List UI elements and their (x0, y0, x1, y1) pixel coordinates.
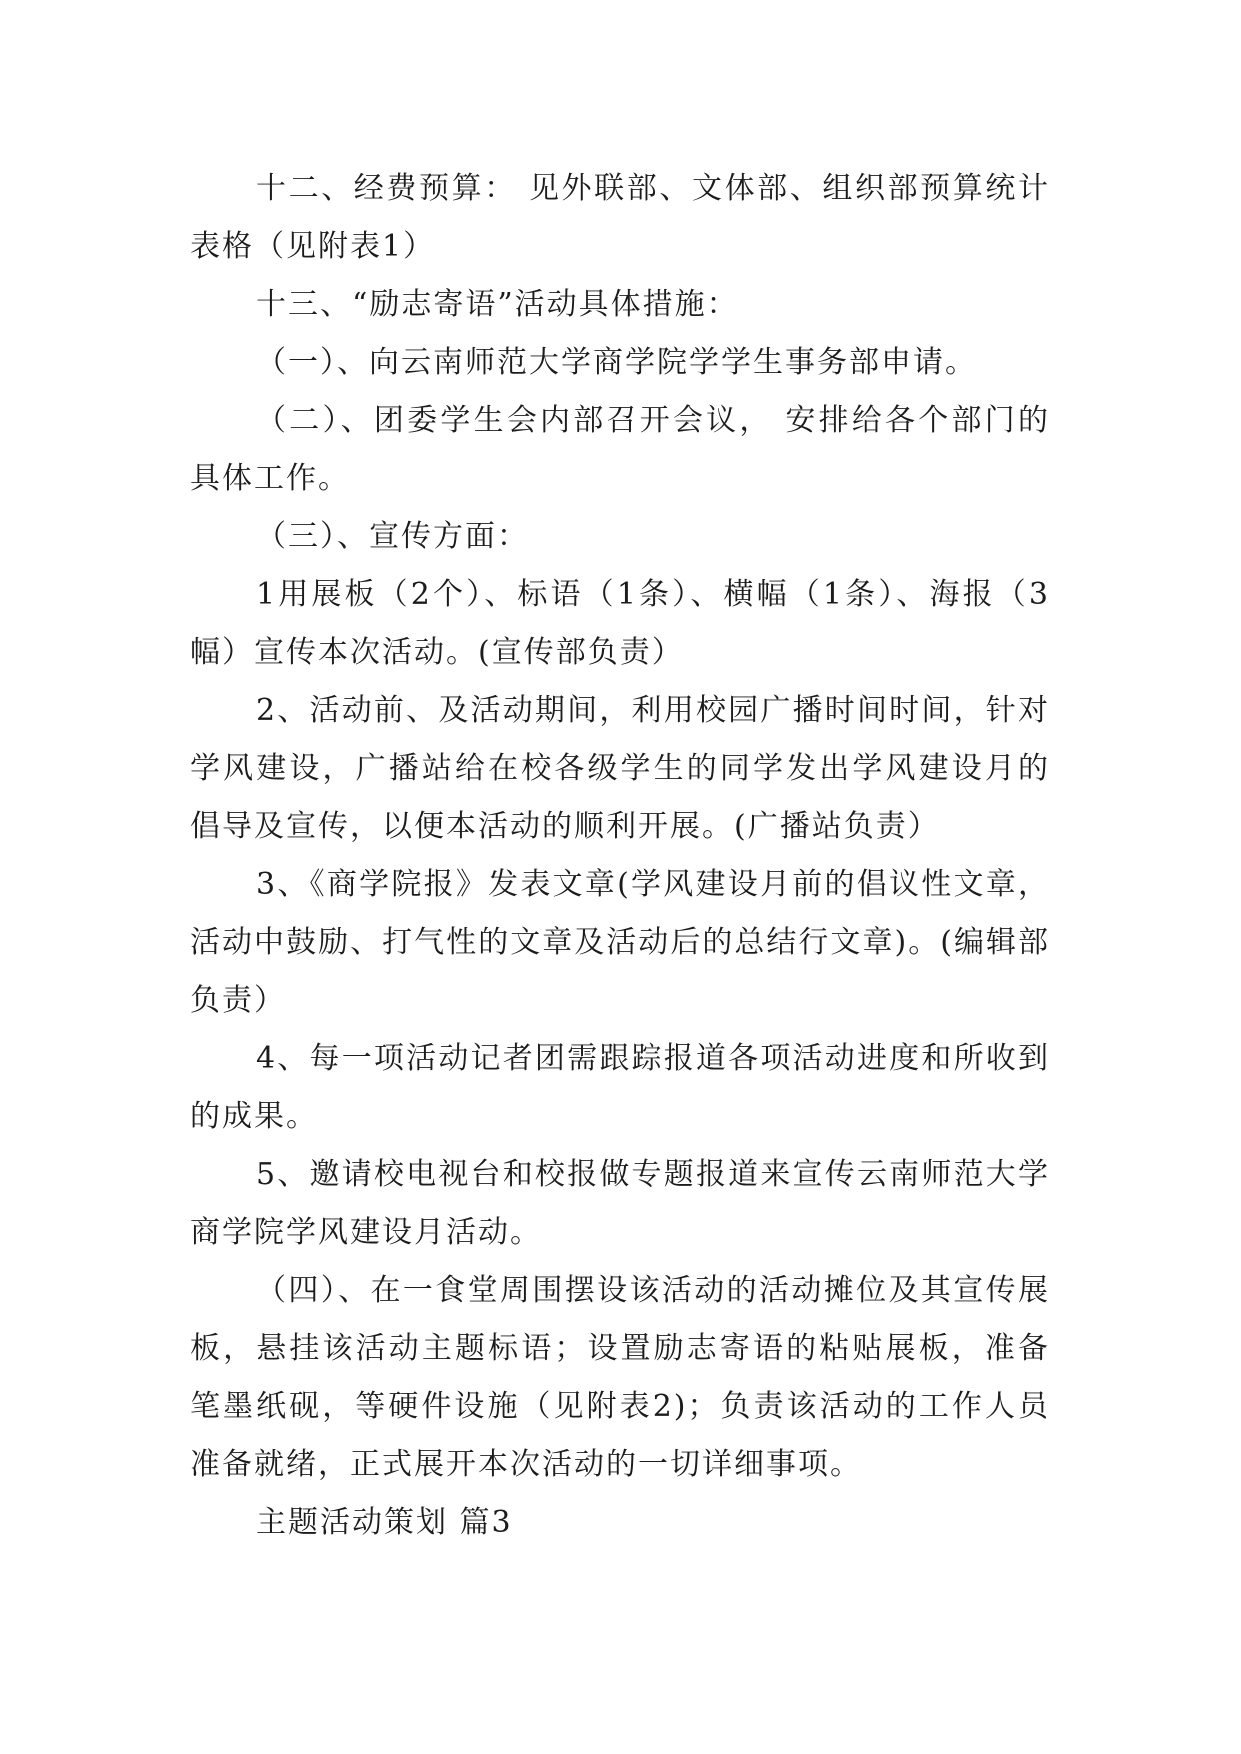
paragraph-step-4: （四）、在一食堂周围摆设该活动的活动摊位及其宣传展板，悬挂该活动主题标语；设置励志寄语的粘贴展板，准备笔墨纸砚，等硬件设施（见附表2)；负责该活动的工作人员准备就绪，正式展开本次活动的一切详细事项。 (190, 1273, 1050, 1482)
paragraph-step-3: （三）、宣传方面： (256, 519, 529, 554)
paragraph-item-5: 5、邀请校电视台和校报做专题报道来宣传云南师范大学商学院学风建设月活动。 (190, 1157, 1050, 1250)
paragraph-step-2: （二）、团委学生会内部召开会议， 安排给各个部门的具体工作。 (190, 403, 1050, 496)
paragraph-measures-heading: 十三、“励志寄语”活动具体措施： (256, 287, 739, 322)
paragraph-budget: 十二、经费预算： 见外联部、文体部、组织部预算统计表格（见附表1） (190, 171, 1050, 264)
paragraph-item-3: 3、《商学院报》发表文章(学风建设月前的倡议性文章，活动中鼓励、打气性的文章及活动后的总结行文章)。(编辑部负责） (190, 867, 1050, 1018)
paragraph-item-1: 1用展板（2个）、标语（1条）、横幅（1条）、海报（3幅）宣传本次活动。(宣传部负责） (190, 577, 1050, 670)
paragraph-item-4: 4、每一项活动记者团需跟踪报道各项活动进度和所收到的成果。 (190, 1041, 1050, 1134)
paragraph-item-2: 2、活动前、及活动期间，利用校园广播时间时间，针对学风建设，广播站给在校各级学生的同学发出学风建设月的倡导及宣传，以便本活动的顺利开展。(广播站负责） (190, 693, 1050, 844)
section-heading: 主题活动策划 篇3 (256, 1505, 513, 1540)
document-body (190, 160, 1050, 1552)
paragraph-step-1: （一）、向云南师范大学商学院学学生事务部申请。 (256, 345, 977, 380)
